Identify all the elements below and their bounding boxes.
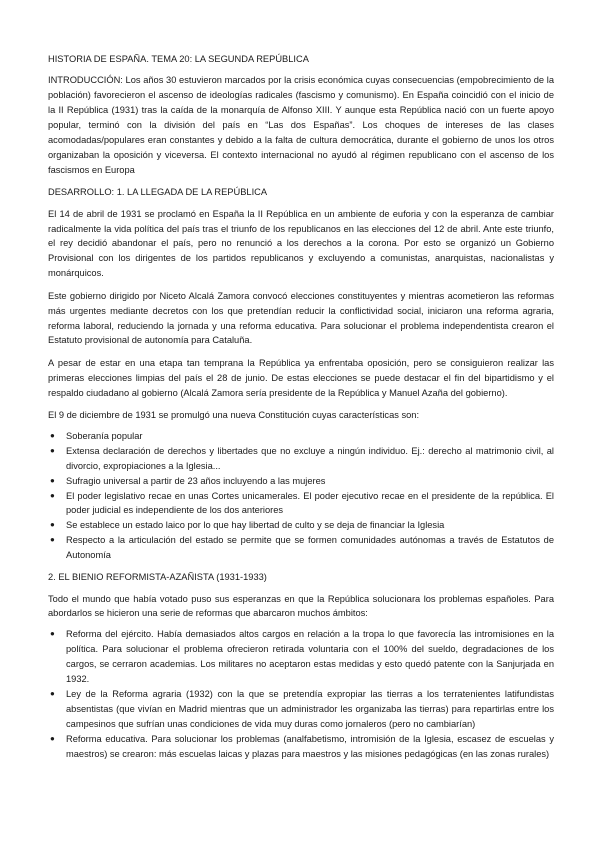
list-item: ● Extensa declaración de derechos y libertades que no excluye a ningún individuo. Ej.: derecho al matrimonio civil, al divorcio, expropiaciones a la Iglesia... (50, 445, 554, 471)
section-1-paragraph-2: Este gobierno dirigido por Niceto Alcalá Zamora convocó elecciones constituyentes y mientras acometieron las reformas más urgentes mediante decretos con los que pretendían reducir la conflictividad social, iniciaron una reforma agraria, reforma laboral, reduciendo la jornada y una reforma educativa. Para solucionar el problema independentista crearon el Estatuto provisional de autonomía para Cataluña. (48, 290, 554, 346)
section-2-paragraph-1: Todo el mundo que había votado puso sus esperanzas en que la República solucionara los problemas españoles. Para abordarlos se hicieron una serie de reformas que abarcaron muchos ámbitos: (48, 593, 554, 619)
bullet-icon: ● (50, 490, 55, 500)
bullet-icon: ● (50, 733, 55, 743)
bullet-icon: ● (50, 445, 55, 455)
bullet-icon: ● (50, 475, 55, 485)
bullet-icon: ● (50, 688, 55, 698)
constitution-features-list (48, 429, 554, 563)
section-2-heading: 2. EL BIENIO REFORMISTA-AZAÑISTA (1931-1933) (48, 572, 267, 583)
list-item: ● Sufragio universal a partir de 23 años incluyendo a las mujeres (48, 474, 554, 489)
list-item: ● Soberanía popular (48, 429, 554, 444)
section-1-paragraph-3: A pesar de estar en una etapa tan temprana la República ya enfrentaba oposición, pero se consiguieron realizar las primeras elecciones limpias del país el 28 de junio. De estas elecciones se puede destacar el fin del bipartidismo y el respaldo ciudadano al gobierno (Alcalá Zamora sería presidente de la República y Manuel Azaña del gobierno). (48, 357, 554, 398)
list-item: ● Se establece un estado laico por lo que hay libertad de culto y se deja de financiar la Iglesia (48, 518, 554, 533)
section-1-paragraph-4: El 9 de diciembre de 1931 se promulgó una nueva Constitución cuyas características son: (48, 410, 420, 421)
list-item: ● Ley de la Reforma agraria (1932) con la que se pretendía expropiar las tierras a los terratenientes latifundistas absentistas (que vivían en Madrid mientras que un administrador les organizaba las tierras) para repartirlas entre los campesinos que sufrían unas condiciones de vida muy duras como jornaleros (pero no cambiarían) (50, 688, 554, 729)
bullet-icon: ● (50, 629, 55, 639)
section-1-heading: DESARROLLO: 1. LA LLEGADA DE LA REPÚBLICA (48, 187, 268, 198)
bullet-icon: ● (50, 535, 55, 545)
bullet-icon: ● (50, 430, 55, 440)
reforms-list (48, 627, 554, 761)
list-item: ● Respecto a la articulación del estado se permite que se formen comunidades autónomas a través de Estatutos de Autonomía (50, 535, 554, 561)
section-1-paragraph-1: El 14 de abril de 1931 se proclamó en España la II República en un ambiente de euforia y con la esperanza de cambiar radicalmente la vida política del país tras el triunfo de los republicanos en las elecciones del 12 de abril. Ante este triunfo, el rey decidió abandonar el país, pero no renunció a los derechos a la corona. Por esto se organizó un Gobierno Provisional con los dirigentes de los partidos republicanos y excluyendo a comunistas, anarquistas, nacionalistas y monárquicos. (48, 208, 554, 279)
list-item: ● Reforma educativa. Para solucionar los problemas (analfabetismo, intromisión de la Iglesia, escasez de escuelas y maestros) se crearon: más escuelas laicas y plazas para maestros y las misiones pedagógicas (en las zonas rurales) (50, 733, 554, 759)
intro-paragraph: INTRODUCCIÓN: Los años 30 estuvieron marcados por la crisis económica cuyas consecuencias (empobrecimiento de la población) favorecieron el ascenso de ideologías radicales (fascismo y comunismo). En España coincidió con el inicio de la II República (1931) tras la caída de la monarquía de Alfonso XIII. Y aunque esta República nació con un fuerte apoyo popular, terminó con la división del país en “Las dos Españas”. Los choques de intereses de las clases acomodadas/populares eran constantes y debido a la falta de cultura democrática, durante el gobierno de unos los otros organizaban la oposición y viceversa. El contexto internacional no ayudó al régimen republicano con el ascenso de los fascismos en Europa (48, 75, 554, 175)
list-item: ● El poder legislativo recae en unas Cortes unicamerales. El poder ejecutivo recae en el presidente de la república. El poder judicial es independiente de los dos anteriores (50, 490, 554, 516)
list-item: ● Reforma del ejército. Había demasiados altos cargos en relación a la tropa lo que favorecía las intromisiones en la política. Para solucionar el problema ofrecieron retirada voluntaria con el 100% del sueldo, degradaciones de los cargos, se cerraron academias. Los militares no aceptaron estas medidas y esto quedó patente con la Sanjurjada en 1932. (50, 629, 554, 685)
bullet-icon: ● (50, 520, 55, 530)
document-title: HISTORIA DE ESPAÑA. TEMA 20: LA SEGUNDA REPÚBLICA (48, 54, 309, 64)
